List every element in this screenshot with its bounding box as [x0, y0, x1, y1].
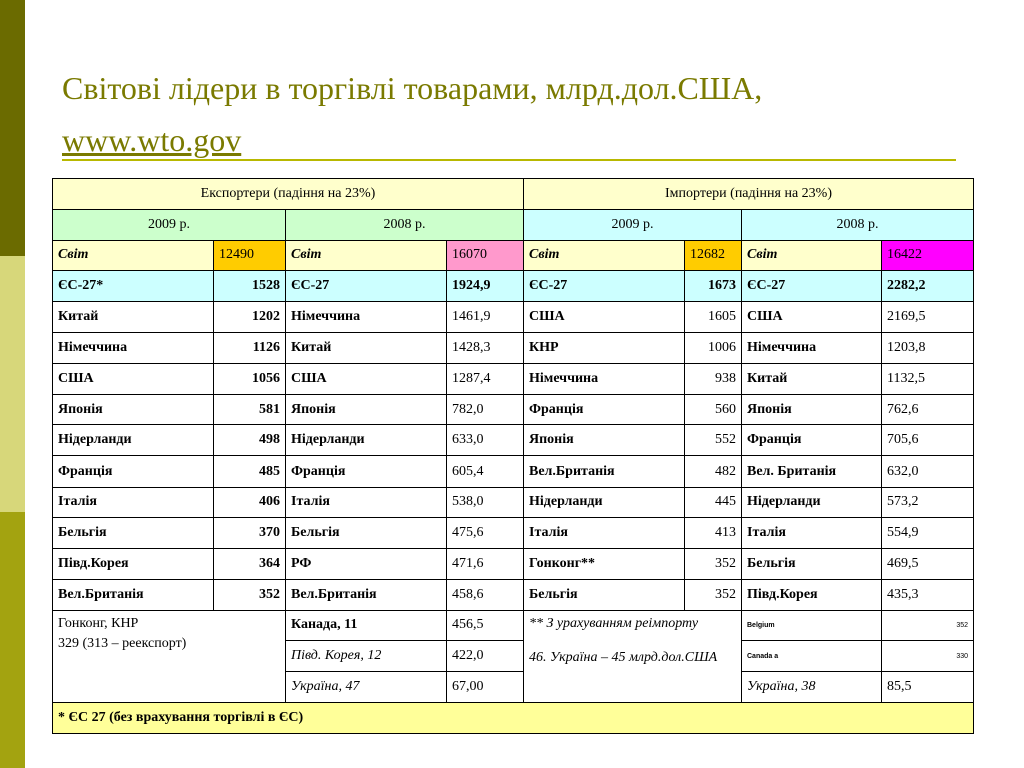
value-cell: 581: [214, 394, 286, 424]
value-cell: 413: [685, 518, 742, 549]
value-cell: 456,5: [447, 610, 524, 640]
world-label: Світ: [53, 240, 214, 270]
country-cell: Китай: [286, 333, 447, 363]
table-row: [53, 333, 974, 363]
country-cell: Вел.Британія: [53, 579, 214, 610]
world-label: Світ: [742, 240, 882, 270]
country-cell: Китай: [742, 363, 882, 394]
world-row: [53, 240, 974, 270]
eu-footnote: * ЄС 27 (без врахування торгівлі в ЄС): [53, 702, 974, 733]
value-cell: 475,6: [447, 518, 524, 549]
group-header-row: [53, 179, 974, 210]
table-row: [53, 302, 974, 333]
country-cell: Франція: [524, 394, 685, 424]
country-cell: Україна, 38: [742, 672, 882, 702]
country-cell: Італія: [53, 487, 214, 517]
country-cell: Бельгія: [53, 518, 214, 549]
value-cell: 330: [882, 641, 974, 672]
world-label: Світ: [286, 240, 447, 270]
hongkong-note: [53, 610, 286, 702]
country-cell: Півд.Корея: [53, 549, 214, 579]
country-cell: США: [286, 363, 447, 394]
value-cell: 633,0: [447, 425, 524, 456]
value-cell: 406: [214, 487, 286, 517]
country-cell: США: [524, 302, 685, 333]
value-cell: 552: [685, 425, 742, 456]
value-cell: 482: [685, 456, 742, 487]
value-cell: 85,5: [882, 672, 974, 702]
value-cell: 458,6: [447, 579, 524, 610]
table-row: [53, 456, 974, 487]
value-cell: 762,6: [882, 394, 974, 424]
table-row: [53, 425, 974, 456]
country-cell: РФ: [286, 549, 447, 579]
value-cell: 498: [214, 425, 286, 456]
world-value: 16070: [447, 240, 524, 270]
value-cell: 938: [685, 363, 742, 394]
country-cell: США: [53, 363, 214, 394]
hongkong-note-line1: Гонконг, КНР: [58, 615, 139, 631]
reimport-note: [524, 610, 742, 702]
country-cell: Німеччина: [742, 333, 882, 363]
slide-title: [62, 62, 962, 166]
value-cell: 1428,3: [447, 333, 524, 363]
value-cell: 1605: [685, 302, 742, 333]
country-cell: ЄС-27: [524, 270, 685, 301]
value-cell: 538,0: [447, 487, 524, 517]
table-row: [53, 270, 974, 301]
value-cell: 435,3: [882, 579, 974, 610]
world-value: 12490: [214, 240, 286, 270]
value-cell: 573,2: [882, 487, 974, 517]
world-value: 12682: [685, 240, 742, 270]
country-cell: ЄС-27: [742, 270, 882, 301]
table-row: [53, 610, 974, 640]
country-cell: Японія: [742, 394, 882, 424]
country-cell: Італія: [742, 518, 882, 549]
value-cell: 1202: [214, 302, 286, 333]
table-row: [53, 579, 974, 610]
value-cell: 422,0: [447, 641, 524, 672]
value-cell: 1924,9: [447, 270, 524, 301]
country-cell: Вел.Британія: [286, 579, 447, 610]
value-cell: 1461,9: [447, 302, 524, 333]
value-cell: 605,4: [447, 456, 524, 487]
value-cell: 1056: [214, 363, 286, 394]
country-cell: Півд. Корея, 12: [286, 641, 447, 672]
import-year-2008: 2008 р.: [742, 210, 974, 240]
table-row: [53, 394, 974, 424]
year-header-row: [53, 210, 974, 240]
value-cell: 445: [685, 487, 742, 517]
value-cell: 2282,2: [882, 270, 974, 301]
export-year-2009: 2009 р.: [53, 210, 286, 240]
value-cell: 2169,5: [882, 302, 974, 333]
country-cell: ЄС-27: [286, 270, 447, 301]
value-cell: 370: [214, 518, 286, 549]
country-cell: Франція: [742, 425, 882, 456]
country-cell: Бельгія: [524, 579, 685, 610]
exporters-header: Експортери (падіння на 23%): [53, 179, 524, 210]
country-cell: Німеччина: [53, 333, 214, 363]
country-cell: Україна, 47: [286, 672, 447, 702]
value-cell: 554,9: [882, 518, 974, 549]
importers-header: Імпортери (падіння на 23%): [524, 179, 974, 210]
export-year-2008: 2008 р.: [286, 210, 524, 240]
value-cell: 1673: [685, 270, 742, 301]
source-link[interactable]: www.wto.gov: [62, 122, 242, 158]
country-cell: Німеччина: [524, 363, 685, 394]
value-cell: 560: [685, 394, 742, 424]
table-row: [53, 518, 974, 549]
accent-bar-middle: [0, 256, 25, 512]
title-text: Світові лідери в торгівлі товарами, млрд.дол.США,: [62, 70, 763, 106]
country-cell: США: [742, 302, 882, 333]
title-divider: [62, 159, 956, 161]
country-cell: Італія: [524, 518, 685, 549]
world-value: 16422: [882, 240, 974, 270]
country-cell: Нідерланди: [524, 487, 685, 517]
country-cell: Японія: [53, 394, 214, 424]
country-cell: Вел.Британія: [524, 456, 685, 487]
value-cell: 364: [214, 549, 286, 579]
country-cell: Франція: [286, 456, 447, 487]
country-cell: Вел. Британія: [742, 456, 882, 487]
country-cell: Гонконг**: [524, 549, 685, 579]
value-cell: 1287,4: [447, 363, 524, 394]
value-cell: 471,6: [447, 549, 524, 579]
value-cell: 705,6: [882, 425, 974, 456]
value-cell: 67,00: [447, 672, 524, 702]
country-cell: Китай: [53, 302, 214, 333]
value-cell: 352: [214, 579, 286, 610]
country-cell: Canada a: [742, 641, 882, 672]
accent-bar-bottom: [0, 512, 25, 768]
value-cell: 352: [685, 549, 742, 579]
country-cell: Франція: [53, 456, 214, 487]
country-cell: Німеччина: [286, 302, 447, 333]
table-row: [53, 363, 974, 394]
reimport-note-line1: ** З урахуванням реімпорту: [529, 615, 699, 631]
country-cell: Півд.Корея: [742, 579, 882, 610]
value-cell: 1132,5: [882, 363, 974, 394]
trade-leaders-table: [52, 178, 974, 734]
import-year-2009: 2009 р.: [524, 210, 742, 240]
country-cell: Нідерланди: [286, 425, 447, 456]
country-cell: Нідерланди: [742, 487, 882, 517]
table-row: [53, 487, 974, 517]
value-cell: 632,0: [882, 456, 974, 487]
country-cell: Нідерланди: [53, 425, 214, 456]
value-cell: 782,0: [447, 394, 524, 424]
value-cell: 1203,8: [882, 333, 974, 363]
ukraine-import-rank: 46. Україна – 45 млрд.дол.США: [529, 649, 718, 665]
country-cell: Канада, 11: [286, 610, 447, 640]
footnote-row: [53, 702, 974, 733]
hongkong-note-line2: 329 (313 – реекспорт): [58, 635, 187, 651]
country-cell: Belgium: [742, 610, 882, 640]
value-cell: 1126: [214, 333, 286, 363]
value-cell: 352: [882, 610, 974, 640]
value-cell: 1528: [214, 270, 286, 301]
value-cell: 485: [214, 456, 286, 487]
country-cell: Японія: [524, 425, 685, 456]
table-row: [53, 549, 974, 579]
country-cell: КНР: [524, 333, 685, 363]
country-cell: Японія: [286, 394, 447, 424]
value-cell: 469,5: [882, 549, 974, 579]
value-cell: 1006: [685, 333, 742, 363]
country-cell: Італія: [286, 487, 447, 517]
world-label: Світ: [524, 240, 685, 270]
accent-bar-top: [0, 0, 25, 256]
country-cell: Бельгія: [742, 549, 882, 579]
country-cell: Бельгія: [286, 518, 447, 549]
country-cell: ЄС-27*: [53, 270, 214, 301]
value-cell: 352: [685, 579, 742, 610]
